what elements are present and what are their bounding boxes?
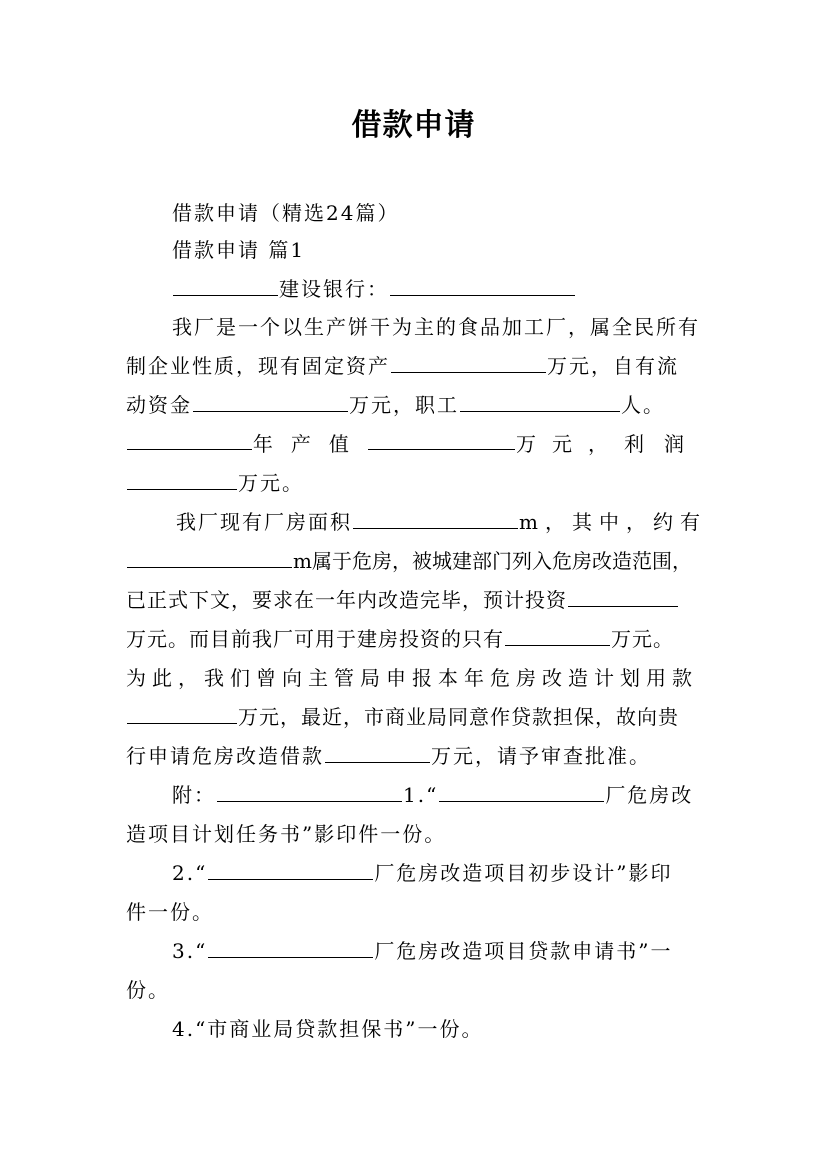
para1-line2-text-a: 制企业性质，现有固定资产 — [126, 354, 390, 378]
attachment-1-prefix: 附： — [172, 783, 216, 807]
para1-line3-text-b: 万元，职工 — [349, 393, 459, 417]
para1-line3-text-c: 人。 — [621, 393, 665, 417]
para2-line3-text: 已正式下文，要求在一年内改造完毕，预计投资 — [126, 588, 567, 612]
para2-line2-text: m属于危房，被城建部门列入危房改造范围， — [293, 549, 692, 573]
attachment-3-prefix: 3.“ — [172, 939, 208, 963]
bank-line — [172, 276, 576, 302]
para1-line2 — [126, 353, 679, 379]
attachment-1-continuation: 造项目计划任务书”影印件一份。 — [126, 822, 447, 846]
para2-line1-text-b: m，其中，约有 — [519, 510, 707, 534]
para2-line6 — [126, 704, 679, 730]
para1-line4 — [126, 431, 704, 457]
attachment-1-suffix: 厂危房改 — [605, 783, 694, 807]
attachment-3 — [172, 938, 673, 964]
attachment-blank — [217, 783, 402, 802]
dangerous-area-blank — [127, 549, 292, 568]
attachment-2-prefix: 2.“ — [172, 861, 208, 885]
para2-line4-text-b: 万元。 — [611, 627, 674, 651]
para2-line4 — [126, 626, 674, 652]
employees-blank — [460, 393, 620, 412]
para2-line5: 为此，我们曾向主管局申报本年危房改造计划用款 — [126, 666, 698, 690]
document-subtitle: 借款申请（精选24篇） — [172, 201, 400, 225]
profit-blank — [127, 471, 237, 490]
plant-area-blank — [353, 510, 518, 529]
para2-line7 — [126, 743, 651, 769]
attachment-2-suffix: 厂危房改造项目初步设计”影印 — [374, 861, 673, 885]
para1-line3-text-a: 动资金 — [126, 393, 192, 417]
para1-line4-text-a: 年产值 — [252, 432, 367, 456]
estimated-investment-blank — [568, 588, 678, 607]
para1-line1: 我厂是一个以生产饼干为主的食品加工厂，属全民所有 — [172, 315, 700, 339]
para2-line2 — [126, 548, 692, 574]
para1-line5-text: 万元。 — [238, 471, 304, 495]
section-heading: 借款申请 篇1 — [172, 238, 306, 262]
attachment-2 — [172, 860, 673, 886]
factory-name-blank-3 — [208, 939, 373, 958]
para2-line7-text-b: 万元，请予审查批准。 — [431, 744, 651, 768]
loan-amount-blank — [325, 744, 430, 763]
para1-line5 — [126, 470, 304, 496]
attachment-4: 4.“市商业局贷款担保书”一份。 — [172, 1017, 484, 1041]
factory-name-blank-2 — [208, 861, 373, 880]
fixed-assets-blank — [391, 354, 546, 373]
para1-line2-text-b: 万元，自有流 — [547, 354, 679, 378]
planned-funds-blank — [127, 705, 237, 724]
para2-line7-text-a: 行申请危房改造借款 — [126, 744, 324, 768]
para2-line6-text: 万元，最近，市商业局同意作贷款担保，故向贵 — [238, 705, 679, 729]
attachment-1-mid: 1.“ — [403, 783, 439, 807]
para1-line4-text-c: 利润 — [624, 432, 704, 456]
bank-name-blank — [173, 277, 278, 296]
para2-line1 — [176, 509, 707, 535]
para2-line3 — [126, 587, 679, 613]
factory-name-blank-1 — [439, 783, 604, 802]
bank-addressee-blank — [390, 277, 575, 296]
year-blank — [127, 431, 252, 450]
attachment-3-continuation: 份。 — [126, 978, 170, 1002]
output-value-blank — [368, 431, 515, 450]
working-capital-blank — [193, 393, 348, 412]
attachment-2-continuation: 件一份。 — [126, 900, 214, 924]
para1-line4-text-b: 万元， — [516, 432, 624, 456]
available-investment-blank — [505, 627, 610, 646]
attachment-1 — [172, 782, 693, 808]
document-title: 借款申请 — [351, 108, 476, 143]
para2-line1-text-a: 我厂现有厂房面积 — [176, 510, 352, 534]
attachment-3-suffix: 厂危房改造项目贷款申请书”一 — [374, 939, 673, 963]
para1-line3 — [126, 392, 665, 418]
para2-line4-text-a: 万元。而目前我厂可用于建房投资的只有 — [126, 627, 504, 651]
bank-line-text: 建设银行： — [279, 277, 389, 301]
